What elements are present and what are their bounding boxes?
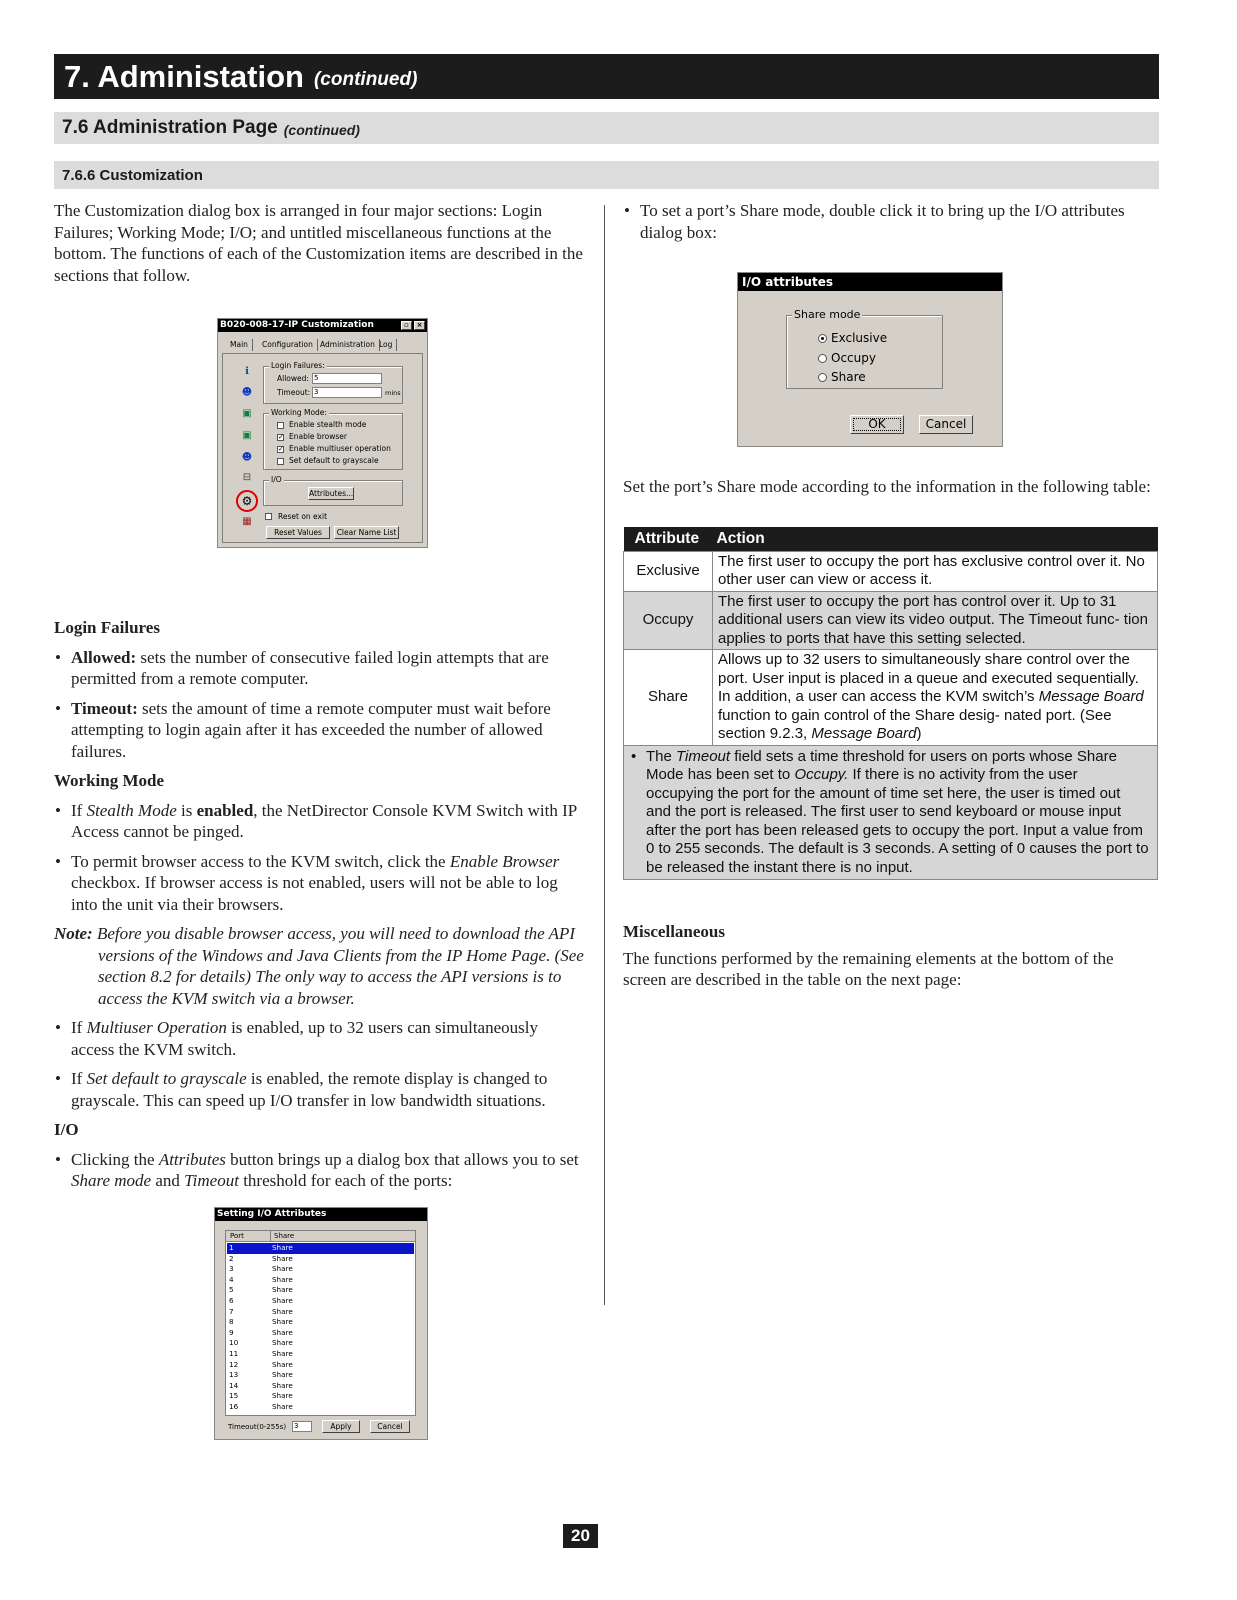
port-number: 10 [229, 1338, 239, 1348]
port-row[interactable] [227, 1349, 414, 1360]
list-item: • To permit browser access to the KVM switch, click the Enable Browser checkbox. If browser access is not enabled, users will not be able to log into the unit via their browsers. [54, 851, 584, 916]
radio-selected-icon [818, 334, 827, 343]
action-column-header: Action [713, 527, 1158, 551]
working-mode-list [54, 800, 584, 916]
port-number: 3 [229, 1264, 234, 1274]
list-item: • To set a port’s Share mode, double click it to bring up the I/O attributes dialog box: [623, 200, 1159, 243]
port-share-mode: Share [272, 1349, 293, 1358]
chapter-title: 7. Administation [64, 58, 304, 94]
share-column-header[interactable]: Share [270, 1231, 294, 1242]
port-row[interactable] [227, 1328, 414, 1339]
occupy-radio[interactable]: Occupy [818, 351, 876, 365]
port-row[interactable] [227, 1264, 414, 1275]
port-share-mode: Share [272, 1264, 293, 1274]
user-icon[interactable]: ☻ [241, 452, 253, 463]
port-share-mode: Share [272, 1338, 293, 1348]
cancel-button[interactable]: Cancel [370, 1420, 410, 1433]
timeout-field[interactable]: 3 [312, 387, 382, 398]
login-failures-group [263, 361, 403, 404]
chapter-continued: (continued) [313, 68, 418, 90]
table-note-row [624, 745, 1158, 880]
port-share-mode: Share [272, 1370, 293, 1380]
enable-browser-label: Enable browser [289, 432, 347, 441]
apply-button[interactable]: Apply [322, 1420, 360, 1433]
port-share-mode: Share [272, 1327, 293, 1337]
table-header-row [624, 527, 1158, 551]
port-share-mode: Share [272, 1296, 293, 1305]
list-item: • If Set default to grayscale is enabled, the remote display is changed to grayscale. This can speed up I/O transfer in low bandwidth situations. [54, 1068, 584, 1111]
ports-list[interactable] [225, 1230, 416, 1416]
lock-icon[interactable]: ⊟ [242, 472, 252, 483]
section-continued: (continued) [283, 121, 360, 138]
reset-on-exit-checkbox[interactable] [265, 513, 272, 520]
login-failures-label: Login Failures: [271, 361, 325, 370]
network-icon[interactable]: ▣ [242, 408, 252, 419]
port-row[interactable] [227, 1370, 414, 1381]
working-mode-heading: Working Mode [54, 771, 165, 790]
intro-paragraph: The Customization dialog box is arranged in four major sections: Login Failures; Working Mode; I/O; and untitled miscellaneous functions at the bottom. The functions of each of the Customization items are described in the sections that follow. [54, 201, 583, 285]
clear-name-list-button[interactable]: Clear Name List [334, 526, 399, 539]
io-heading: I/O [54, 1120, 79, 1139]
timeout-label: Timeout(0-255s) [228, 1423, 287, 1431]
tab-log[interactable]: Log [375, 339, 397, 351]
io-list [54, 1149, 584, 1192]
allowed-field[interactable]: 5 [312, 373, 382, 384]
left-lower-text [54, 617, 584, 1192]
mins-label: mins [385, 389, 401, 397]
list-item: • Timeout: sets the amount of time a remote computer must wait before attempting to login again after it has exceeded the number of allowed failures. [54, 698, 584, 763]
port-share-mode: Share [272, 1402, 293, 1411]
io-group-label: I/O [271, 475, 282, 484]
reset-on-exit-label: Reset on exit [278, 512, 328, 521]
tab-administration[interactable]: Administration [316, 339, 380, 351]
dialog-title: I/O attributes [742, 275, 833, 289]
share-mode-group [786, 308, 943, 389]
tab-panel [222, 353, 423, 543]
multiuser-label: Enable multiuser operation [289, 444, 391, 453]
stealth-mode-label: Enable stealth mode [289, 420, 367, 429]
port-row[interactable] [227, 1391, 414, 1402]
left-column [54, 200, 584, 286]
port-number: 8 [229, 1317, 234, 1327]
computers-icon[interactable]: ▣ [242, 430, 252, 441]
customization-dialog [217, 318, 428, 548]
misc-paragraph: The functions performed by the remaining elements at the bottom of the screen are described in the table on the next page: [623, 948, 1114, 989]
setting-io-attributes-dialog [214, 1207, 428, 1440]
close-icon[interactable]: × [414, 321, 425, 330]
attribute-cell: Share [624, 650, 713, 746]
table-row [624, 591, 1158, 650]
chapter-header [54, 54, 1159, 99]
port-row[interactable] [227, 1402, 414, 1413]
allowed-label: Allowed: [277, 374, 309, 383]
table-row [624, 551, 1158, 591]
port-column-header[interactable]: Port [230, 1232, 244, 1240]
port-number: 16 [229, 1402, 239, 1411]
port-row[interactable] [227, 1254, 414, 1265]
port-share-mode: Share [272, 1253, 293, 1263]
port-share-mode: Share [272, 1359, 293, 1369]
port-row[interactable] [227, 1338, 414, 1349]
multiuser-checkbox[interactable]: ✓ [278, 445, 284, 453]
info-icon[interactable]: ℹ [245, 366, 249, 377]
working-mode-list-2 [54, 1017, 584, 1111]
misc-section [623, 921, 1159, 991]
enable-browser-checkbox[interactable]: ✓ [278, 433, 284, 441]
port-row[interactable] [227, 1360, 414, 1371]
table-row [624, 650, 1158, 746]
grayscale-label: Set default to grayscale [289, 456, 379, 465]
timeout-field[interactable]: 3 [292, 1421, 312, 1432]
attribute-cell: Exclusive [624, 551, 713, 591]
exclusive-radio[interactable]: Exclusive [818, 331, 887, 345]
port-row[interactable] [227, 1243, 414, 1254]
port-row[interactable] [227, 1285, 414, 1296]
port-number: 7 [229, 1306, 234, 1316]
login-failures-list [54, 647, 584, 763]
timeout-note-cell: • The Timeout field sets a time threshold for users on ports whose Share Mode has been set to Occupy. If there is no activity from the user occupying the port for the amount of time set here, the user is timed out and the port is released. The first user to send keyboard or mouse input after the port has been released gets to occupy the port. Input a value from 0 to 255 seconds. The default is 3 seconds. A setting of 0 causes the port to be released the instant there is no input. [624, 745, 1158, 880]
dialog-titlebar [215, 1208, 427, 1221]
io-group [263, 475, 403, 506]
tab-configuration[interactable]: Configuration [258, 339, 318, 351]
port-number: 15 [229, 1391, 239, 1401]
port-row[interactable] [227, 1307, 414, 1318]
misc-heading: Miscellaneous [623, 922, 725, 941]
port-number: 6 [229, 1296, 234, 1305]
list-item: • Allowed: sets the number of consecutive failed login attempts that are permitted from a remote computer. [54, 647, 584, 690]
tab-main[interactable]: Main [226, 339, 253, 351]
section-title: 7.6 Administration Page [62, 117, 278, 138]
port-number: 5 [229, 1285, 234, 1295]
port-number: 14 [229, 1380, 239, 1390]
dialog-title: Setting I/O Attributes [217, 1209, 327, 1219]
io-attributes-dialog [737, 272, 1003, 447]
section-header [54, 112, 1159, 144]
note-paragraph: Note: Before you disable browser access, you will need to download the API versions of the Windows and Java Clients from the IP Home Page. (See section 8.2 for details) The only way to access the API versions is to access the KVM switch via a browser. [54, 924, 584, 1008]
port-number: 2 [229, 1253, 234, 1263]
port-row[interactable] [227, 1381, 414, 1392]
share-radio[interactable]: Share [818, 370, 866, 384]
subsection-header: 7.6.6 Customization [54, 161, 1159, 189]
monitor-icon[interactable]: ▦ [242, 516, 252, 527]
table-intro: Set the port’s Share mode according to the information in the following table: [623, 477, 1151, 496]
action-cell: The first user to occupy the port has exclusive control over it. No other user can view or access it. [713, 551, 1158, 591]
port-share-mode: Share [272, 1317, 293, 1327]
action-cell: The first user to occupy the port has control over it. Up to 31 additional users can view its video output. The Timeout func- tion applies to ports that have this setting selected. [713, 591, 1158, 650]
port-number: 1 [229, 1243, 234, 1252]
port-number: 12 [229, 1359, 239, 1369]
share-mode-list [623, 200, 1159, 243]
list-header [226, 1231, 415, 1242]
timeout-label: Timeout: [277, 388, 311, 397]
port-share-mode: Share [272, 1391, 293, 1401]
list-item: • If Stealth Mode is enabled, the NetDirector Console KVM Switch with IP Access cannot be pinged. [54, 800, 584, 843]
stealth-mode-checkbox[interactable] [277, 422, 284, 429]
attribute-column-header: Attribute [624, 527, 713, 551]
share-mode-table [623, 527, 1158, 880]
page-number: 20 [563, 1524, 598, 1548]
column-divider [604, 205, 605, 1305]
radio-icon [818, 354, 827, 363]
port-share-mode: Share [272, 1243, 293, 1252]
list-item: • If Multiuser Operation is enabled, up to 32 users can simultaneously access the KVM switch. [54, 1017, 584, 1060]
ok-button[interactable]: OK [850, 415, 904, 434]
radio-icon [818, 373, 827, 382]
port-share-mode: Share [272, 1380, 293, 1390]
cancel-button[interactable]: Cancel [919, 415, 973, 434]
port-share-mode: Share [272, 1274, 293, 1284]
grayscale-checkbox[interactable] [277, 458, 284, 465]
dialog-titlebar [738, 273, 1002, 291]
port-row[interactable] [227, 1275, 414, 1286]
attribute-cell: Occupy [624, 591, 713, 650]
port-share-mode: Share [272, 1306, 293, 1316]
users-icon[interactable]: ☻ [241, 387, 253, 398]
reset-values-button[interactable]: Reset Values [266, 526, 330, 539]
port-number: 13 [229, 1370, 239, 1380]
port-row[interactable] [227, 1317, 414, 1328]
list-item: • Clicking the Attributes button brings up a dialog box that allows you to set Share mode and Timeout threshold for each of the ports: [54, 1149, 584, 1192]
minimize-icon[interactable]: ▫ [401, 321, 412, 330]
working-mode-label: Working Mode: [271, 408, 327, 417]
port-number: 9 [229, 1327, 234, 1337]
port-share-mode: Share [272, 1285, 293, 1295]
right-column [623, 200, 1159, 243]
port-number: 11 [229, 1349, 239, 1358]
dialog-titlebar [218, 319, 427, 332]
port-number: 4 [229, 1274, 234, 1284]
gear-icon[interactable]: ⚙ [236, 490, 258, 512]
login-failures-heading: Login Failures [54, 618, 160, 637]
working-mode-group [263, 408, 403, 470]
share-mode-label: Share mode [794, 308, 861, 321]
port-row[interactable] [227, 1296, 414, 1307]
action-cell: Allows up to 32 users to simultaneously share control over the port. User input is placed in a queue and executed sequentially. In addition, a user can access the KVM switch’s Message Board function to gain control of the Share desig- nated port. (See section 9.2.3, Message Board) [713, 650, 1158, 746]
dialog-title: B020-008-17-IP Customization [220, 320, 374, 330]
attributes-button[interactable]: Attributes... [309, 489, 354, 498]
